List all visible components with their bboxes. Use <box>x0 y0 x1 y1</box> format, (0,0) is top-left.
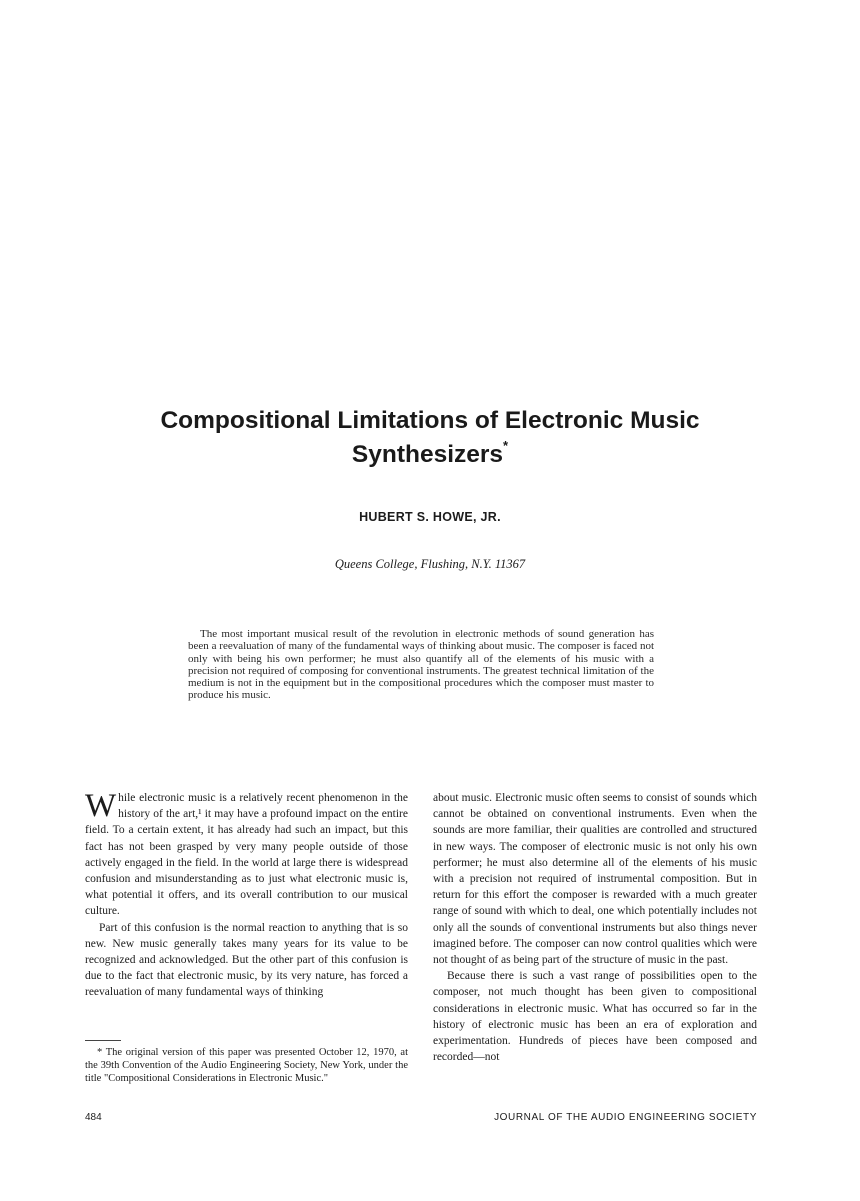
paragraph-2: Part of this confusion is the normal reaction to anything that is so new. New music generally takes many years for its value to be recognized and acknowledged. But the other part of this confusion is due to the fact that electronic music, by its very nature, has forced a reevaluation of many fundamental ways of thinking <box>85 921 408 999</box>
title-line-2-text: Synthesizers <box>351 441 504 468</box>
paragraph-3: about music. Electronic music often seems to consist of sounds which cannot be obtained on conventional instruments. Even when the sounds are more familiar, their qualities are controlled and structured in new ways. The composer of electronic music is not only his own performer; he must also determine all of the elements of his music with a precision not required of instrumental composition. But in return for this effort the composer is rewarded with a much greater range of sound with which to deal, one which potentially includes not only all the sounds of conventional instruments but also things never imagined before. The composer can now control qualities which were not thought of as being part of the structure of music in the past. <box>433 792 757 967</box>
paragraph-4: Because there is such a vast range of possibilities open to the composer, not much thought has been given to compositional considerations in electronic music. What has occurred so far in the history of electronic music has been an era of exploration and experimentation. Hundreds of pieces have been composed and recorded—not <box>433 970 757 1064</box>
title-line-2 <box>0 438 860 472</box>
journal-name: JOURNAL OF THE AUDIO ENGINEERING SOCIETY <box>494 1112 757 1123</box>
footnote-rule <box>85 1040 121 1041</box>
body-column-left <box>85 790 408 1001</box>
title-footnote-mark: * <box>503 438 509 453</box>
title-line-1: Compositional Limitations of Electronic Music <box>160 407 700 434</box>
footnote: * The original version of this paper was presented October 12, 1970, at the 39th Convention of the Audio Engineering Society, New York, under the title "Compositional Considerations in Electronic Music." <box>85 1047 408 1084</box>
drop-cap: W <box>85 788 117 824</box>
body-column-right <box>433 790 757 1065</box>
author-affiliation: Queens College, Flushing, N.Y. 11367 <box>334 557 526 571</box>
page-number: 484 <box>85 1112 102 1123</box>
paper-title <box>0 404 860 472</box>
paragraph-1-text: hile electronic music is a relatively recent phenomenon in the history of the art,¹ it may have a profound impact on the entire field. To a certain extent, it has already had such an impact, but this fact has not been grasped by very many people outside of those actively engaged in the field. In the world at large there is widespread confusion and misunderstanding as to just what electronic music is, what potential it offers, and its overall contribution to our musical culture. <box>85 792 408 918</box>
author-name: HUBERT S. HOWE, JR. <box>359 510 501 524</box>
abstract: The most important musical result of the revolution in electronic methods of sound generation has been a reevaluation of many of the fundamental ways of thinking about music. The composer is faced not only with being his own performer; he must also quantify all of the elements of his music with a precision not required of composing for conventional instruments. The greatest technical limitation of the medium is not in the equipment but in the compositional procedures which the composer must master to produce his music. <box>188 628 654 702</box>
paragraph-1 <box>85 790 408 920</box>
